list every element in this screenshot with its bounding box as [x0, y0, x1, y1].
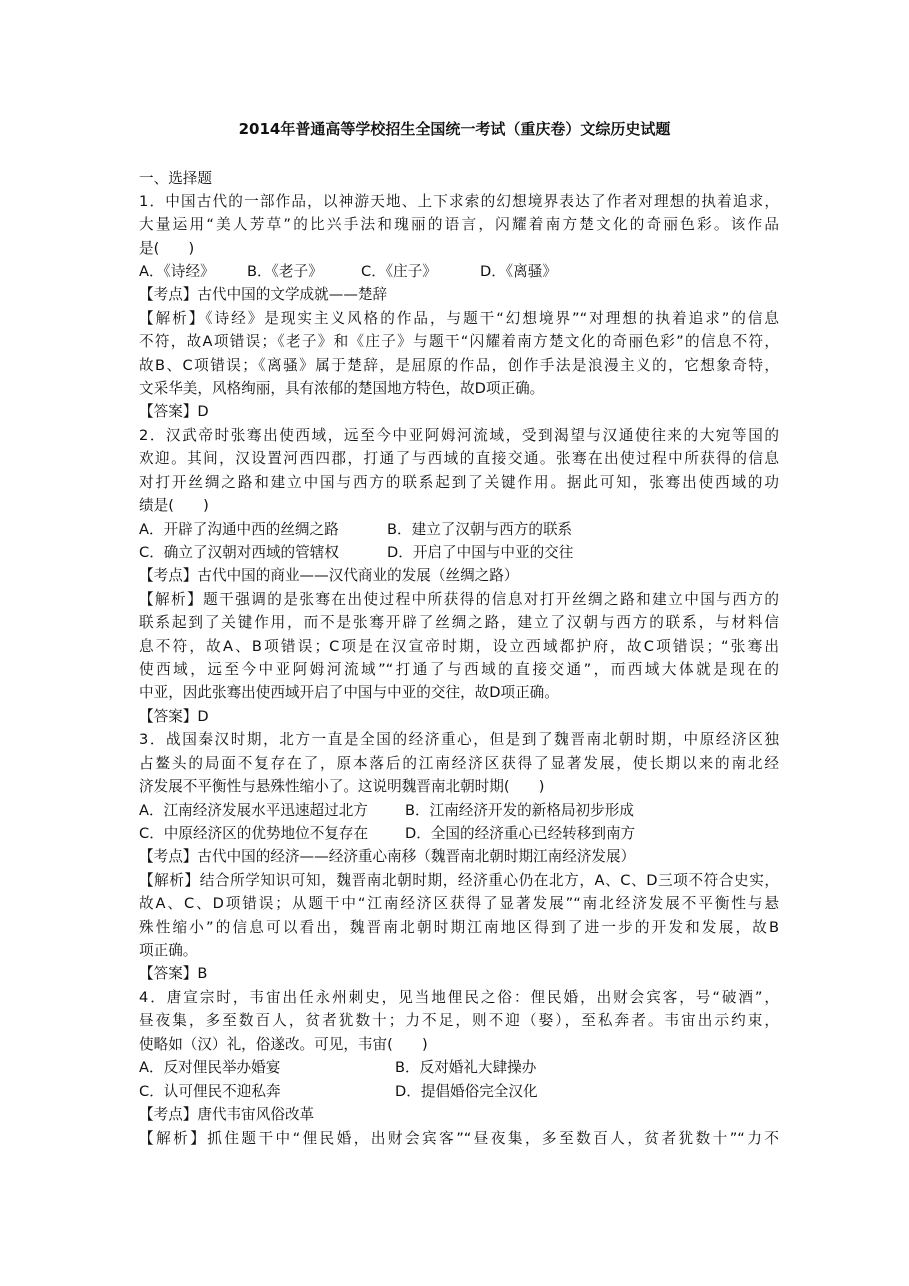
q3-stem-line: 3．战国秦汉时期，北方一直是全国的经济重心，但是到了魏晋南北朝时期，中原经济区独 [139, 731, 779, 748]
q3-jiexi-line: 故A、C、D项错误；从题干中“江南经济区获得了显著发展”“南北经济发展不平衡性与悬 [139, 895, 779, 912]
q1-jiexi-line: 不符，故A项错误；《老子》和《庄子》与题干“闪耀着南方楚文化的奇丽色彩”的信息不符， [139, 333, 779, 350]
q3-answer: 【答案】B [139, 965, 208, 982]
q3-kaodian: 【考点】古代中国的经济——经济重心南移（魏晋南北朝时期江南经济发展） [139, 848, 636, 865]
q2-option-c: C．确立了汉朝对西域的管辖权 [139, 544, 339, 561]
q1-jiexi-line: 文采华美，风格绚丽，具有浓郁的楚国地方特色，故D项正确。 [139, 380, 545, 397]
q1-option-b: B．《老子》 [247, 263, 323, 280]
q3-jiexi-line: 【解析】结合所学知识可知，魏晋南北朝时期，经济重心仍在北方，A、C、D三项不符合史实， [139, 872, 779, 889]
q2-kaodian: 【考点】古代中国的商业——汉代商业的发展（丝绸之路） [139, 567, 519, 584]
q2-jiexi-line: 【解析】题干强调的是张骞在出使过程中所获得的信息对打开丝绸之路和建立中国与西方的 [139, 591, 779, 608]
q1-jiexi-line: 【解析】《诗经》是现实主义风格的作品，与题干“幻想境界”“对理想的执着追求”的信息 [139, 310, 779, 327]
q2-stem-line: 对打开丝绸之路和建立中国与西方的联系起到了关键作用。据此可知，张骞出使西域的功 [139, 474, 779, 491]
q2-jiexi-line: 联系起到了关键作用，而不是张骞开辟了丝绸之路，建立了汉朝与西方的联系，与材料信 [139, 614, 779, 631]
q2-jiexi-line: 中亚，因此张骞出使西域开启了中国与中亚的交往，故D项正确。 [139, 684, 559, 701]
q4-kaodian: 【考点】唐代韦宙风俗改革 [139, 1106, 315, 1123]
q4-option-a: A．反对俚民举办婚宴 [139, 1059, 281, 1076]
q1-jiexi-line: 故B、C项错误；《离骚》属于楚辞，是屈原的作品，创作手法是浪漫主义的，它想象奇特， [139, 357, 779, 374]
q4-option-c: C．认可俚民不迎私奔 [139, 1083, 281, 1100]
q2-stem-line: 2．汉武帝时张骞出使西域，远至今中亚阿姆河流域，受到渴望与汉通使往来的大宛等国的 [139, 427, 779, 444]
q3-stem-line: 占鳌头的局面不复存在了，原本落后的江南经济区获得了显著发展，使长期以来的南北经 [139, 755, 779, 772]
q3-stem-line: 济发展不平衡性与悬殊性缩小了。这说明魏晋南北朝时期( ) [139, 778, 545, 795]
q4-option-d: D．提倡婚俗完全汉化 [395, 1083, 538, 1100]
q2-jiexi-line: 息不符，故A、B项错误；C项是在汉宣帝时期，设立西域都护府，故C项错误；“张骞出 [139, 638, 779, 655]
q1-option-c: C．《庄子》 [361, 263, 437, 280]
q3-jiexi-line: 项正确。 [139, 942, 198, 959]
q4-stem-line: 昼夜集，多至数百人，贫者犹数十；力不足，则不迎（娶），至私奔者。韦宙出示约束， [139, 1012, 779, 1029]
q3-option-d: D．全国的经济重心已经转移到南方 [405, 825, 636, 842]
q1-kaodian: 【考点】古代中国的文学成就——楚辞 [139, 286, 388, 303]
q4-jiexi-line: 【解析】抓住题干中“俚民婚，出财会宾客”“昼夜集，多至数百人，贫者犹数十”“力不 [139, 1130, 779, 1147]
q1-stem-line: 是( ) [139, 240, 195, 257]
q2-stem-line: 欢迎。其间，汉设置河西四郡，打通了与西域的直接交通。张骞在出使过程中所获得的信息 [139, 450, 779, 467]
q1-option-d: D．《离骚》 [480, 263, 557, 280]
q3-option-c: C．中原经济区的优势地位不复存在 [139, 825, 369, 842]
q1-stem-line: 1．中国古代的一部作品，以神游天地、上下求索的幻想境界表达了作者对理想的执着追求， [139, 193, 779, 210]
q1-stem-line: 大量运用“美人芳草”的比兴手法和瑰丽的语言，闪耀着南方楚文化的奇丽色彩。该作品 [139, 216, 779, 233]
q3-jiexi-line: 殊性缩小”的信息可以看出，魏晋南北朝时期江南地区得到了进一步的开发和发展，故B [139, 919, 779, 936]
q4-option-b: B．反对婚礼大肆操办 [395, 1059, 537, 1076]
q2-stem-line: 绩是( ) [139, 497, 209, 514]
section-heading: 一、选择题 [139, 170, 212, 187]
q3-option-b: B．江南经济开发的新格局初步形成 [405, 802, 634, 819]
q2-option-d: D．开启了中国与中亚的交往 [387, 544, 574, 561]
q3-option-a: A．江南经济发展水平迅速超过北方 [139, 802, 368, 819]
q2-answer: 【答案】D [139, 708, 209, 725]
q4-stem-line: 使略如（汉）礼，俗遂改。可见，韦宙( ) [139, 1036, 428, 1053]
page-title: 2014年普通高等学校招生全国统一考试（重庆卷）文综历史试题 [238, 120, 671, 138]
q1-answer: 【答案】D [139, 403, 209, 420]
q1-option-a: A．《诗经》 [139, 263, 215, 280]
q4-stem-line: 4．唐宣宗时，韦宙出任永州刺史，见当地俚民之俗：俚民婚，出财会宾客，号“破酒”， [139, 989, 779, 1006]
q2-option-a: A．开辟了沟通中西的丝绸之路 [139, 521, 339, 538]
q2-option-b: B．建立了汉朝与西方的联系 [387, 521, 573, 538]
q2-jiexi-line: 使西域，远至今中亚阿姆河流域”“打通了与西域的直接交通”，而西域大体就是现在的 [139, 661, 779, 678]
